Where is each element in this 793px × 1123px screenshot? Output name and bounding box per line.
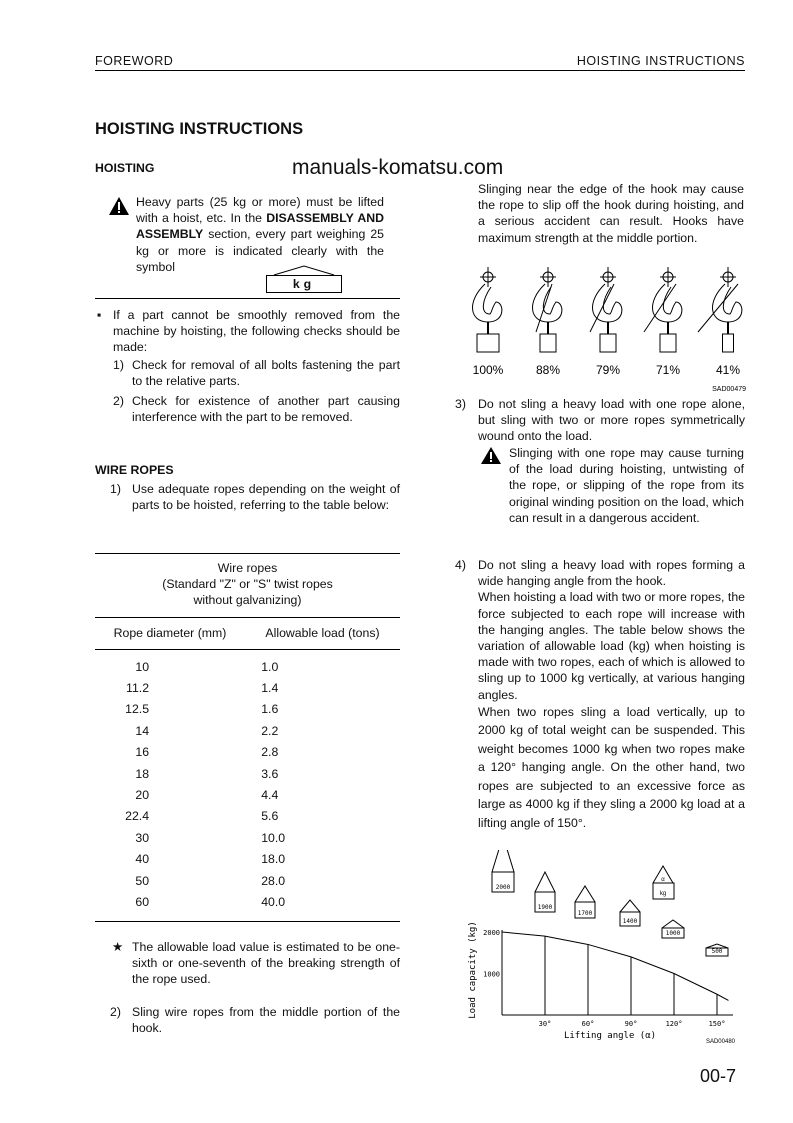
hook-diagram	[644, 267, 682, 352]
bullet-text: If a part cannot be smoothly removed from the machine by hoisting, the following checks should be made:	[113, 308, 400, 355]
svg-text:2000: 2000	[495, 884, 511, 891]
header-title: HOISTING INSTRUCTIONS	[576, 54, 745, 68]
svg-text:1400: 1400	[622, 918, 638, 925]
x-tick-label: 120°	[665, 1020, 683, 1028]
page-title: HOISTING INSTRUCTIONS	[95, 120, 304, 138]
hook-diagram	[473, 267, 502, 352]
svg-text:α: α	[661, 877, 665, 883]
svg-text:1700: 1700	[577, 910, 593, 917]
y-tick-label: 2000	[483, 929, 500, 937]
allowable-load: 2.2	[261, 723, 279, 738]
table-row	[95, 891, 400, 912]
allowable-load: 18.0	[261, 852, 286, 867]
figure-code: SAD00479	[712, 386, 746, 393]
table-header: Rope diameter (mm) Allowable load (tons)	[95, 618, 400, 650]
warning-icon	[480, 446, 502, 465]
page-number: 00-7	[700, 1066, 737, 1086]
rope-diameter: 11.2	[126, 680, 150, 695]
wire-item-1: 1) Use adequate ropes depending on the weight of parts to be hoisted, referring to the table below:	[110, 482, 400, 513]
warning-text-1: Heavy parts (25 kg or more) must be lifted with a hoist, etc. In the	[136, 195, 384, 226]
wire-ropes-heading: WIRE ROPES	[95, 463, 174, 477]
allowable-load: 4.4	[261, 787, 279, 802]
chart-code: SAD00480	[705, 1039, 735, 1045]
table-row	[95, 827, 400, 848]
x-tick-label: 90°	[624, 1020, 638, 1028]
allowable-load: 10.0	[261, 830, 286, 845]
hook-strength-label: 88%	[535, 363, 561, 377]
rope-diameter: 10	[135, 659, 150, 674]
rope-diameter: 30	[135, 830, 150, 845]
table-body	[95, 656, 400, 913]
svg-text:1000: 1000	[665, 930, 681, 937]
allowable-load: 5.6	[261, 809, 279, 824]
table-row	[95, 699, 400, 720]
bullet-mark: ▪	[97, 308, 102, 322]
check-2: 2) Check for existence of another part causing interference with the part to be removed.	[113, 394, 400, 425]
rope-diameter: 12.5	[125, 702, 150, 717]
wire-item-2: 2) Sling wire ropes from the middle portion of the hook.	[110, 1005, 400, 1036]
svg-text:500: 500	[711, 948, 723, 955]
rope-diameter: 14	[135, 723, 150, 738]
watermark: manuals-komatsu.com	[292, 156, 504, 179]
load-box	[706, 944, 728, 956]
y-tick-label: 1000	[483, 970, 500, 979]
hook-strength-label: 41%	[715, 363, 741, 377]
kg-symbol: kg	[266, 264, 342, 294]
rope-table	[95, 553, 400, 922]
warning-text-2: section, every part weighing 25 kg or more is indicated clearly with the symbol	[136, 227, 384, 274]
load-capacity-chart	[455, 850, 755, 1050]
capacity-line	[502, 932, 728, 1000]
allowable-load: 1.6	[261, 702, 279, 717]
table-caption: Wire ropes (Standard "Z" or "S" twist ropes without galvanizing)	[95, 554, 400, 618]
allowable-load: 1.4	[261, 680, 279, 695]
rope-diameter: 16	[135, 745, 150, 760]
table-row	[95, 849, 400, 870]
load-box	[492, 850, 514, 892]
rope-diameter: 40	[135, 852, 150, 867]
table-row	[95, 742, 400, 763]
x-tick-label: 30°	[538, 1020, 552, 1028]
legend-box	[653, 866, 674, 899]
svg-text:kg: kg	[659, 891, 667, 897]
hook-strength-label: 100%	[472, 363, 504, 377]
item-3-warning: Slinging with one rope may cause turning of the load during hoisting, untwisting of the rope, or slipping of the rope from its original winding position on the load, which can result in a dangerous accident.	[509, 446, 744, 525]
header-section: FOREWORD	[95, 54, 174, 68]
hook-strength-label: 79%	[595, 363, 621, 377]
warning-section-name: DISASSEMBLY AND ASSEMBLY	[136, 211, 384, 242]
item-3: 3) Do not sling a heavy load with one rope alone, but sling with two or more ropes symmetrically wound onto the load.	[455, 397, 745, 444]
load-box	[620, 900, 640, 926]
rope-diameter: 50	[135, 873, 150, 888]
allowable-load: 3.6	[261, 766, 279, 781]
load-box	[662, 920, 684, 938]
table-row	[95, 656, 400, 677]
hook-diagram	[590, 267, 622, 352]
table-row	[95, 870, 400, 891]
x-tick-label: 60°	[581, 1020, 595, 1028]
allowable-load: 1.0	[261, 659, 279, 674]
table-row	[95, 806, 400, 827]
header-rule	[95, 70, 745, 71]
warning-icon	[108, 196, 130, 216]
rope-diameter: 20	[135, 787, 150, 802]
table-row	[95, 784, 400, 805]
rope-diameter: 22.4	[125, 809, 150, 824]
item-4: 4) Do not sling a heavy load with ropes forming a wide hanging angle from the hook. When hoisting a load with two or more ropes, the force subjected to each rope will increase with the hanging angles. The table below shows the variation of allowable load (kg) when hoisting is made with two ropes, each of which is allowed to sling up to 1000 kg vertically, at various hanging angles. When two ropes sling a load vertically, up to 2000 kg of total weight can be suspended. This weight becomes 1000 kg when two ropes make a 120° hanging angle. On the other hand, two ropes are subjected to an excessive force as large as 4000 kg if they sling a 2000 kg load at a lifting angle of 150°.	[455, 558, 745, 830]
check-1: 1) Check for removal of all bolts fastening the part to the relative parts.	[113, 358, 400, 389]
rope-diameter: 18	[135, 766, 150, 781]
hook-diagram	[698, 267, 742, 352]
x-axis-label: Lifting angle (α)	[563, 1031, 657, 1041]
load-box	[575, 886, 595, 918]
table-row	[95, 720, 400, 741]
hook-figure	[460, 262, 750, 397]
warning-box	[95, 188, 400, 299]
rope-diameter: 60	[135, 894, 150, 909]
allowable-load: 2.8	[261, 745, 279, 760]
svg-text:1900: 1900	[537, 904, 553, 911]
table-row	[95, 677, 400, 698]
allowable-load: 40.0	[261, 894, 286, 909]
hoisting-heading: HOISTING	[95, 161, 155, 175]
note-text: The allowable load value is estimated to be one-sixth or one-seventh of the breaking strength of the rope used.	[132, 940, 400, 987]
x-tick-label: 150°	[708, 1020, 726, 1028]
note-star: ★	[112, 940, 124, 954]
load-box	[535, 872, 555, 912]
allowable-load: 28.0	[261, 873, 286, 888]
hook-edge-paragraph: Slinging near the edge of the hook may cause the rope to slip off the hook during hoisting, and a serious accident can result. Hooks have maximum strength at the middle portion.	[478, 182, 744, 245]
table-row	[95, 763, 400, 784]
y-axis-label: Load capacity (kg)	[468, 921, 478, 1019]
hook-strength-label: 71%	[655, 363, 681, 377]
hook-diagram	[533, 267, 562, 352]
